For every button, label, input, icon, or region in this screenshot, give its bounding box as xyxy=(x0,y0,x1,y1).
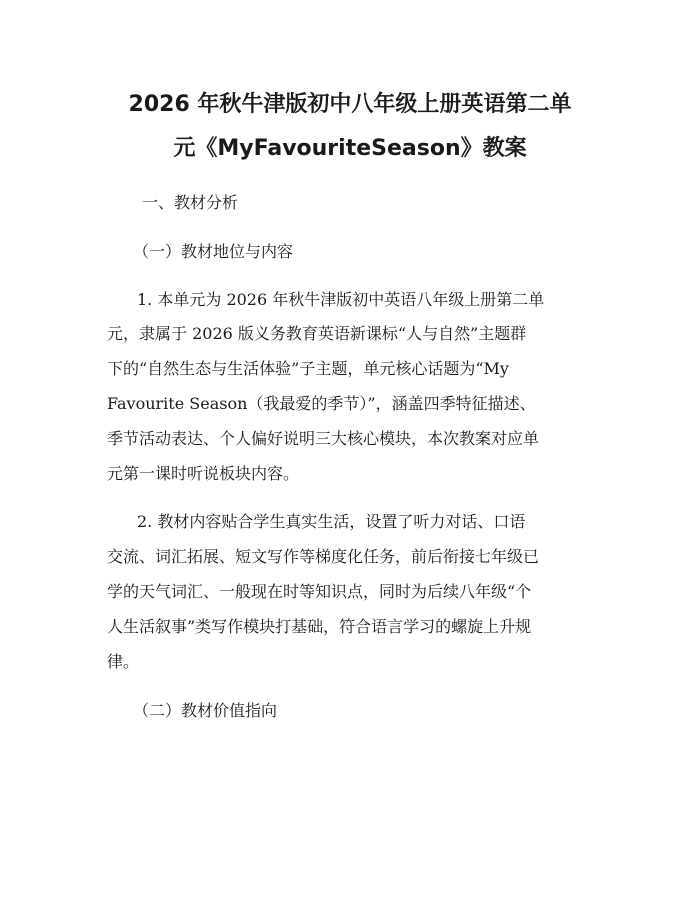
document-title-line-1: 2026 年秋牛津版初中八年级上册英语第二单 xyxy=(128,92,572,117)
paragraph-line: 季节活动表达、个人偏好说明三大核心模块，本次教案对应单 xyxy=(107,429,540,448)
paragraph-line: 下的“自然生态与生活体验”子主题，单元核心话题为“My xyxy=(107,359,509,378)
paragraph-line: 律。 xyxy=(107,652,140,671)
section-heading: 一、教材分析 xyxy=(142,193,239,212)
document-title-line-2: 元《MyFavouriteSeason》教案 xyxy=(173,136,527,161)
subsection-heading-2: （二）教材价值指向 xyxy=(133,701,278,720)
paragraph-line: 2. 教材内容贴合学生真实生活，设置了听力对话、口语 xyxy=(137,512,526,531)
subsection-heading-1: （一）教材地位与内容 xyxy=(133,242,294,261)
paragraph-line: 元第一课时听说板块内容。 xyxy=(107,464,300,483)
paragraph-line: 1. 本单元为 2026 年秋牛津版初中英语八年级上册第二单 xyxy=(137,290,545,309)
paragraph-line: 交流、词汇拓展、短文写作等梯度化任务，前后衔接七年级已 xyxy=(107,547,540,566)
paragraph-line: 元，隶属于 2026 版义务教育英语新课标“人与自然”主题群 xyxy=(107,324,527,343)
paragraph-line: Favourite Season（我最爱的季节）”，涵盖四季特征描述、 xyxy=(107,394,536,413)
paragraph-line: 学的天气词汇、一般现在时等知识点，同时为后续八年级“个 xyxy=(107,582,532,601)
paragraph-line: 人生活叙事”类写作模块打基础，符合语言学习的螺旋上升规 xyxy=(107,617,532,636)
